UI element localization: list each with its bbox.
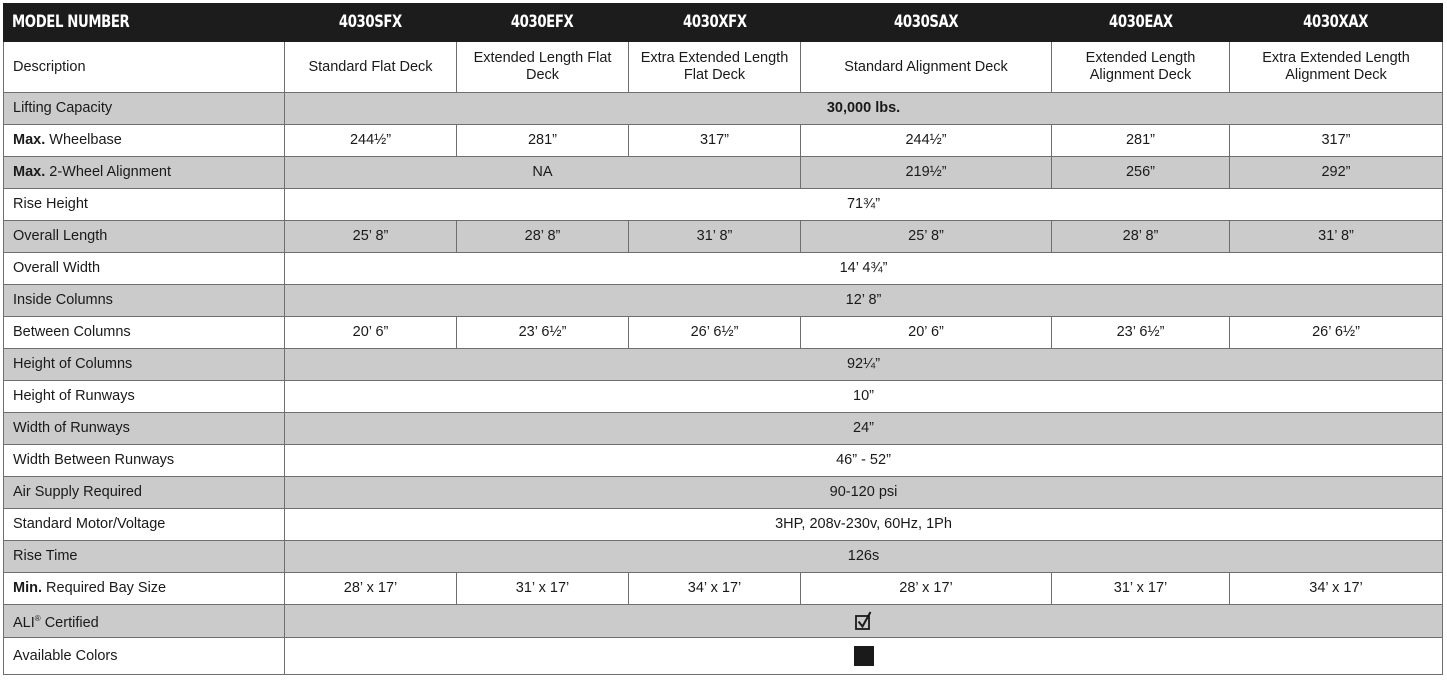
row-width-of-runways: [4, 413, 1443, 445]
cell: 31’ 8”: [1230, 221, 1443, 253]
cell: 219½”: [801, 157, 1052, 189]
registered-mark: ®: [34, 614, 41, 623]
row-lifting-capacity: [4, 93, 1443, 125]
row-overall-length: [4, 221, 1443, 253]
cell: Extra Extended Length Alignment Deck: [1230, 42, 1443, 93]
cell: 28’ x 17’: [285, 573, 457, 605]
row-label: Inside Columns: [4, 285, 285, 317]
row-height-of-runways: [4, 381, 1443, 413]
row-label: Height of Runways: [4, 381, 285, 413]
cell: 34’ x 17’: [1230, 573, 1443, 605]
cell: Standard Flat Deck: [285, 42, 457, 93]
cell: 281”: [1052, 125, 1230, 157]
cell: 25’ 8”: [801, 221, 1052, 253]
cell-merged-na: NA: [285, 157, 801, 189]
header-model-number: MODEL NUMBER: [4, 4, 285, 42]
row-label: Between Columns: [4, 317, 285, 349]
cell: 317”: [1230, 125, 1443, 157]
row-available-colors: [4, 638, 1443, 675]
cell: 292”: [1230, 157, 1443, 189]
row-max-wheelbase: [4, 125, 1443, 157]
row-air-supply: [4, 477, 1443, 509]
row-height-of-columns: [4, 349, 1443, 381]
header-row: [4, 4, 1443, 42]
label-text: Wheelbase: [45, 132, 122, 148]
cell: 28’ 8”: [457, 221, 629, 253]
cell: 25’ 8”: [285, 221, 457, 253]
row-label: [4, 125, 285, 157]
row-motor-voltage: [4, 509, 1443, 541]
row-label: Available Colors: [4, 638, 285, 675]
cell: 20’ 6”: [801, 317, 1052, 349]
cell: 31’ 8”: [629, 221, 801, 253]
cell: 244½”: [285, 125, 457, 157]
cell: 26’ 6½”: [1230, 317, 1443, 349]
cell-merged: [285, 605, 1443, 638]
black-color-swatch: [854, 646, 874, 666]
label-text: Required Bay Size: [42, 580, 167, 596]
cell: 281”: [457, 125, 629, 157]
row-label: [4, 157, 285, 189]
cell: 31’ x 17’: [457, 573, 629, 605]
cell: Extended Length Alignment Deck: [1052, 42, 1230, 93]
cell: Extended Length Flat Deck: [457, 42, 629, 93]
cell: 23’ 6½”: [1052, 317, 1230, 349]
row-label: Width of Runways: [4, 413, 285, 445]
row-rise-height: [4, 189, 1443, 221]
row-label: Description: [4, 42, 285, 93]
cell: 34’ x 17’: [629, 573, 801, 605]
cell-merged: 71¾”: [285, 189, 1443, 221]
label-text: ALI: [13, 615, 35, 631]
checkbox-checked-icon: [855, 611, 873, 631]
label-prefix: Max.: [13, 164, 46, 180]
row-min-bay-size: [4, 573, 1443, 605]
cell: 28’ 8”: [1052, 221, 1230, 253]
cell-merged: 46” - 52”: [285, 445, 1443, 477]
cell-merged: 14’ 4¾”: [285, 253, 1443, 285]
label-suffix: Certified: [40, 615, 99, 631]
row-label: Standard Motor/Voltage: [4, 509, 285, 541]
cell-merged: 90-120 psi: [285, 477, 1443, 509]
cell-merged: 3HP, 208v-230v, 60Hz, 1Ph: [285, 509, 1443, 541]
row-label: Rise Time: [4, 541, 285, 573]
cell-merged: 30,000 lbs.: [285, 93, 1443, 125]
header-model: 4030XAX: [1230, 4, 1443, 42]
cell: 23’ 6½”: [457, 317, 629, 349]
row-label: Air Supply Required: [4, 477, 285, 509]
cell: 31’ x 17’: [1052, 573, 1230, 605]
header-model: 4030XFX: [629, 4, 801, 42]
row-width-between-runways: [4, 445, 1443, 477]
header-model: 4030SAX: [801, 4, 1052, 42]
cell: 256”: [1052, 157, 1230, 189]
row-label: Height of Columns: [4, 349, 285, 381]
row-label: Width Between Runways: [4, 445, 285, 477]
header-model: 4030SFX: [285, 4, 457, 42]
cell: 28’ x 17’: [801, 573, 1052, 605]
row-label: [4, 605, 285, 638]
spec-table: [3, 3, 1443, 675]
header-model: 4030EFX: [457, 4, 629, 42]
row-max-2wheel-alignment: [4, 157, 1443, 189]
cell-merged: 10”: [285, 381, 1443, 413]
row-between-columns: [4, 317, 1443, 349]
label-text: 2-Wheel Alignment: [45, 164, 171, 180]
row-label: Overall Length: [4, 221, 285, 253]
cell: 317”: [629, 125, 801, 157]
row-label: Rise Height: [4, 189, 285, 221]
cell: Standard Alignment Deck: [801, 42, 1052, 93]
cell-merged: 24”: [285, 413, 1443, 445]
cell-merged: 126s: [285, 541, 1443, 573]
cell-merged: [285, 638, 1443, 675]
row-ali-certified: [4, 605, 1443, 638]
row-rise-time: [4, 541, 1443, 573]
label-prefix: Min.: [13, 580, 42, 596]
cell-merged: 92¼”: [285, 349, 1443, 381]
cell: 20’ 6”: [285, 317, 457, 349]
row-description: [4, 42, 1443, 93]
row-label: Overall Width: [4, 253, 285, 285]
cell: 244½”: [801, 125, 1052, 157]
cell: Extra Extended Length Flat Deck: [629, 42, 801, 93]
row-inside-columns: [4, 285, 1443, 317]
cell-merged: 12’ 8”: [285, 285, 1443, 317]
row-overall-width: [4, 253, 1443, 285]
label-prefix: Max.: [13, 132, 46, 148]
row-label: [4, 573, 285, 605]
cell: 26’ 6½”: [629, 317, 801, 349]
header-model: 4030EAX: [1052, 4, 1230, 42]
row-label: Lifting Capacity: [4, 93, 285, 125]
